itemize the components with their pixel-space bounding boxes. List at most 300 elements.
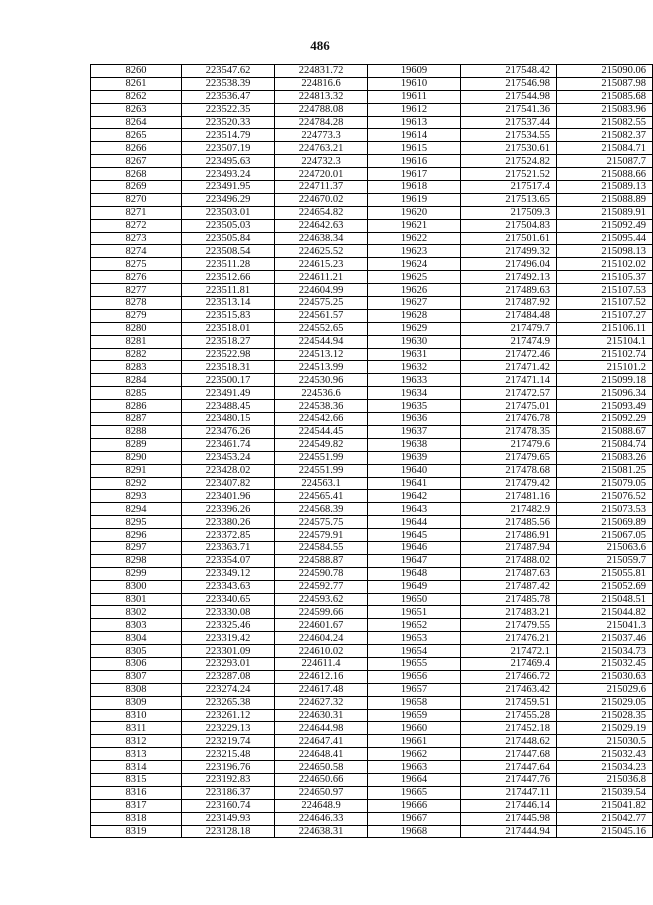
x-coordinate-left-cell: 223496.29 [182, 193, 275, 206]
x-coordinate-left-cell: 223293.01 [182, 657, 275, 670]
y-coordinate-left-cell: 224568.39 [275, 503, 368, 516]
y-coordinate-right-cell: 215090.06 [557, 65, 653, 78]
x-coordinate-left-cell: 223511.28 [182, 258, 275, 271]
y-coordinate-right-cell: 215055.81 [557, 567, 653, 580]
y-coordinate-right-cell: 215083.96 [557, 103, 653, 116]
point-number-right-cell: 19630 [368, 335, 461, 348]
y-coordinate-left-cell: 224604.24 [275, 632, 368, 645]
x-coordinate-left-cell: 223325.46 [182, 619, 275, 632]
table-row [91, 477, 653, 490]
x-coordinate-left-cell: 223428.02 [182, 464, 275, 477]
x-coordinate-right-cell: 217496.04 [461, 258, 557, 271]
point-number-right-cell: 19666 [368, 799, 461, 812]
y-coordinate-right-cell: 215034.73 [557, 645, 653, 658]
point-number-left-cell: 8295 [91, 516, 182, 529]
y-coordinate-left-cell: 224642.63 [275, 219, 368, 232]
x-coordinate-left-cell: 223261.12 [182, 709, 275, 722]
x-coordinate-left-cell: 223476.26 [182, 425, 275, 438]
x-coordinate-right-cell: 217455.28 [461, 709, 557, 722]
point-number-right-cell: 19635 [368, 400, 461, 413]
x-coordinate-right-cell: 217447.68 [461, 748, 557, 761]
y-coordinate-left-cell: 224625.52 [275, 245, 368, 258]
x-coordinate-left-cell: 223514.79 [182, 129, 275, 142]
point-number-right-cell: 19628 [368, 309, 461, 322]
y-coordinate-left-cell: 224654.82 [275, 206, 368, 219]
point-number-left-cell: 8266 [91, 142, 182, 155]
y-coordinate-left-cell: 224831.72 [275, 65, 368, 78]
point-number-left-cell: 8270 [91, 193, 182, 206]
y-coordinate-right-cell: 215037.46 [557, 632, 653, 645]
table-row [91, 490, 653, 503]
point-number-left-cell: 8261 [91, 77, 182, 90]
x-coordinate-left-cell: 223518.01 [182, 322, 275, 335]
y-coordinate-right-cell: 215089.13 [557, 181, 653, 194]
x-coordinate-right-cell: 217447.76 [461, 773, 557, 786]
y-coordinate-left-cell: 224549.82 [275, 438, 368, 451]
y-coordinate-right-cell: 215102.74 [557, 348, 653, 361]
point-number-left-cell: 8317 [91, 799, 182, 812]
x-coordinate-left-cell: 223287.08 [182, 670, 275, 683]
x-coordinate-left-cell: 223160.74 [182, 799, 275, 812]
table-row [91, 657, 653, 670]
point-number-right-cell: 19648 [368, 567, 461, 580]
point-number-right-cell: 19654 [368, 645, 461, 658]
x-coordinate-left-cell: 223522.35 [182, 103, 275, 116]
point-number-left-cell: 8267 [91, 155, 182, 168]
point-number-left-cell: 8281 [91, 335, 182, 348]
point-number-left-cell: 8279 [91, 309, 182, 322]
x-coordinate-left-cell: 223518.27 [182, 335, 275, 348]
point-number-left-cell: 8290 [91, 451, 182, 464]
x-coordinate-right-cell: 217452.18 [461, 722, 557, 735]
x-coordinate-right-cell: 217513.65 [461, 193, 557, 206]
table-row [91, 129, 653, 142]
x-coordinate-right-cell: 217544.98 [461, 90, 557, 103]
x-coordinate-right-cell: 217481.16 [461, 490, 557, 503]
y-coordinate-left-cell: 224575.25 [275, 297, 368, 310]
point-number-right-cell: 19667 [368, 812, 461, 825]
point-number-left-cell: 8310 [91, 709, 182, 722]
y-coordinate-right-cell: 215084.71 [557, 142, 653, 155]
point-number-left-cell: 8284 [91, 374, 182, 387]
y-coordinate-right-cell: 215105.37 [557, 271, 653, 284]
table-row [91, 593, 653, 606]
table-row [91, 709, 653, 722]
table-row [91, 670, 653, 683]
x-coordinate-right-cell: 217489.63 [461, 284, 557, 297]
y-coordinate-right-cell: 215107.53 [557, 284, 653, 297]
y-coordinate-left-cell: 224599.66 [275, 606, 368, 619]
x-coordinate-right-cell: 217488.02 [461, 554, 557, 567]
point-number-right-cell: 19633 [368, 374, 461, 387]
y-coordinate-left-cell: 224590.78 [275, 567, 368, 580]
point-number-right-cell: 19639 [368, 451, 461, 464]
point-number-right-cell: 19632 [368, 361, 461, 374]
point-number-left-cell: 8269 [91, 181, 182, 194]
x-coordinate-right-cell: 217478.35 [461, 425, 557, 438]
x-coordinate-left-cell: 223396.26 [182, 503, 275, 516]
x-coordinate-right-cell: 217472.1 [461, 645, 557, 658]
table-row [91, 322, 653, 335]
y-coordinate-left-cell: 224648.9 [275, 799, 368, 812]
x-coordinate-left-cell: 223491.49 [182, 387, 275, 400]
y-coordinate-right-cell: 215096.34 [557, 387, 653, 400]
x-coordinate-right-cell: 217479.7 [461, 322, 557, 335]
table-row [91, 606, 653, 619]
point-number-right-cell: 19647 [368, 554, 461, 567]
x-coordinate-right-cell: 217524.82 [461, 155, 557, 168]
table-row [91, 425, 653, 438]
x-coordinate-right-cell: 217483.21 [461, 606, 557, 619]
table-row [91, 799, 653, 812]
table-row [91, 516, 653, 529]
x-coordinate-left-cell: 223500.17 [182, 374, 275, 387]
y-coordinate-right-cell: 215082.37 [557, 129, 653, 142]
point-number-right-cell: 19642 [368, 490, 461, 503]
y-coordinate-right-cell: 215032.45 [557, 657, 653, 670]
point-number-left-cell: 8302 [91, 606, 182, 619]
point-number-right-cell: 19636 [368, 413, 461, 426]
y-coordinate-right-cell: 215028.35 [557, 709, 653, 722]
point-number-left-cell: 8262 [91, 90, 182, 103]
x-coordinate-right-cell: 217479.55 [461, 619, 557, 632]
point-number-left-cell: 8305 [91, 645, 182, 658]
point-number-right-cell: 19621 [368, 219, 461, 232]
y-coordinate-left-cell: 224561.57 [275, 309, 368, 322]
point-number-right-cell: 19612 [368, 103, 461, 116]
y-coordinate-left-cell: 224575.75 [275, 516, 368, 529]
x-coordinate-left-cell: 223547.62 [182, 65, 275, 78]
point-number-right-cell: 19625 [368, 271, 461, 284]
x-coordinate-left-cell: 223407.82 [182, 477, 275, 490]
point-number-right-cell: 19619 [368, 193, 461, 206]
point-number-right-cell: 19651 [368, 606, 461, 619]
y-coordinate-left-cell: 224650.66 [275, 773, 368, 786]
y-coordinate-right-cell: 215039.54 [557, 786, 653, 799]
x-coordinate-left-cell: 223453.24 [182, 451, 275, 464]
point-number-left-cell: 8263 [91, 103, 182, 116]
y-coordinate-right-cell: 215063.6 [557, 541, 653, 554]
y-coordinate-right-cell: 215029.6 [557, 683, 653, 696]
y-coordinate-left-cell: 224650.97 [275, 786, 368, 799]
y-coordinate-left-cell: 224563.1 [275, 477, 368, 490]
point-number-right-cell: 19616 [368, 155, 461, 168]
point-number-right-cell: 19663 [368, 761, 461, 774]
y-coordinate-right-cell: 215088.67 [557, 425, 653, 438]
y-coordinate-right-cell: 215106.11 [557, 322, 653, 335]
y-coordinate-left-cell: 224813.32 [275, 90, 368, 103]
x-coordinate-right-cell: 217445.98 [461, 812, 557, 825]
table-row [91, 374, 653, 387]
y-coordinate-right-cell: 215076.52 [557, 490, 653, 503]
table-row [91, 825, 653, 838]
point-number-left-cell: 8292 [91, 477, 182, 490]
x-coordinate-right-cell: 217509.3 [461, 206, 557, 219]
table-row [91, 722, 653, 735]
table-row [91, 413, 653, 426]
x-coordinate-right-cell: 217499.32 [461, 245, 557, 258]
point-number-left-cell: 8299 [91, 567, 182, 580]
x-coordinate-left-cell: 223536.47 [182, 90, 275, 103]
y-coordinate-left-cell: 224530.96 [275, 374, 368, 387]
table-row [91, 206, 653, 219]
y-coordinate-right-cell: 215044.82 [557, 606, 653, 619]
x-coordinate-right-cell: 217469.4 [461, 657, 557, 670]
table-row [91, 193, 653, 206]
y-coordinate-left-cell: 224513.99 [275, 361, 368, 374]
table-row [91, 786, 653, 799]
table-row [91, 387, 653, 400]
point-number-left-cell: 8283 [91, 361, 182, 374]
x-coordinate-right-cell: 217548.42 [461, 65, 557, 78]
table-row [91, 219, 653, 232]
point-number-left-cell: 8271 [91, 206, 182, 219]
point-number-left-cell: 8313 [91, 748, 182, 761]
y-coordinate-right-cell: 215034.23 [557, 761, 653, 774]
point-number-right-cell: 19659 [368, 709, 461, 722]
y-coordinate-left-cell: 224611.4 [275, 657, 368, 670]
point-number-right-cell: 19646 [368, 541, 461, 554]
point-number-left-cell: 8276 [91, 271, 182, 284]
x-coordinate-left-cell: 223349.12 [182, 567, 275, 580]
point-number-right-cell: 19623 [368, 245, 461, 258]
y-coordinate-left-cell: 224565.41 [275, 490, 368, 503]
x-coordinate-right-cell: 217476.78 [461, 413, 557, 426]
point-number-left-cell: 8311 [91, 722, 182, 735]
point-number-right-cell: 19615 [368, 142, 461, 155]
y-coordinate-right-cell: 215042.77 [557, 812, 653, 825]
point-number-left-cell: 8265 [91, 129, 182, 142]
table-row [91, 155, 653, 168]
x-coordinate-left-cell: 223343.63 [182, 580, 275, 593]
x-coordinate-right-cell: 217479.42 [461, 477, 557, 490]
x-coordinate-right-cell: 217476.21 [461, 632, 557, 645]
table-row [91, 232, 653, 245]
y-coordinate-right-cell: 215029.19 [557, 722, 653, 735]
y-coordinate-right-cell: 215107.52 [557, 297, 653, 310]
x-coordinate-left-cell: 223505.03 [182, 219, 275, 232]
table-row [91, 77, 653, 90]
point-number-left-cell: 8301 [91, 593, 182, 606]
x-coordinate-right-cell: 217487.92 [461, 297, 557, 310]
point-number-right-cell: 19664 [368, 773, 461, 786]
x-coordinate-right-cell: 217534.55 [461, 129, 557, 142]
x-coordinate-left-cell: 223128.18 [182, 825, 275, 838]
x-coordinate-left-cell: 223503.01 [182, 206, 275, 219]
point-number-right-cell: 19661 [368, 735, 461, 748]
point-number-right-cell: 19613 [368, 116, 461, 129]
x-coordinate-left-cell: 223491.95 [182, 181, 275, 194]
y-coordinate-left-cell: 224612.16 [275, 670, 368, 683]
point-number-right-cell: 19662 [368, 748, 461, 761]
x-coordinate-left-cell: 223401.96 [182, 490, 275, 503]
point-number-left-cell: 8287 [91, 413, 182, 426]
y-coordinate-right-cell: 215041.3 [557, 619, 653, 632]
table-row [91, 580, 653, 593]
x-coordinate-left-cell: 223515.83 [182, 309, 275, 322]
x-coordinate-left-cell: 223461.74 [182, 438, 275, 451]
table-row [91, 142, 653, 155]
y-coordinate-right-cell: 215085.68 [557, 90, 653, 103]
y-coordinate-right-cell: 215032.43 [557, 748, 653, 761]
point-number-right-cell: 19644 [368, 516, 461, 529]
x-coordinate-left-cell: 223511.81 [182, 284, 275, 297]
y-coordinate-left-cell: 224544.45 [275, 425, 368, 438]
point-number-left-cell: 8309 [91, 696, 182, 709]
point-number-left-cell: 8278 [91, 297, 182, 310]
y-coordinate-left-cell: 224627.32 [275, 696, 368, 709]
y-coordinate-left-cell: 224513.12 [275, 348, 368, 361]
point-number-left-cell: 8273 [91, 232, 182, 245]
table-row [91, 554, 653, 567]
y-coordinate-left-cell: 224542.66 [275, 413, 368, 426]
y-coordinate-right-cell: 215104.1 [557, 335, 653, 348]
y-coordinate-right-cell: 215088.89 [557, 193, 653, 206]
table-row [91, 103, 653, 116]
x-coordinate-left-cell: 223518.31 [182, 361, 275, 374]
table-row [91, 567, 653, 580]
x-coordinate-right-cell: 217472.46 [461, 348, 557, 361]
x-coordinate-left-cell: 223520.33 [182, 116, 275, 129]
x-coordinate-right-cell: 217546.98 [461, 77, 557, 90]
table-row [91, 541, 653, 554]
table-row [91, 181, 653, 194]
x-coordinate-left-cell: 223215.48 [182, 748, 275, 761]
table-row [91, 400, 653, 413]
x-coordinate-right-cell: 217485.78 [461, 593, 557, 606]
point-number-right-cell: 19631 [368, 348, 461, 361]
point-number-left-cell: 8275 [91, 258, 182, 271]
table-row [91, 529, 653, 542]
y-coordinate-left-cell: 224551.99 [275, 451, 368, 464]
point-number-right-cell: 19634 [368, 387, 461, 400]
point-number-left-cell: 8297 [91, 541, 182, 554]
x-coordinate-left-cell: 223508.54 [182, 245, 275, 258]
y-coordinate-right-cell: 215092.29 [557, 413, 653, 426]
y-coordinate-left-cell: 224647.41 [275, 735, 368, 748]
point-number-right-cell: 19610 [368, 77, 461, 90]
y-coordinate-right-cell: 215102.02 [557, 258, 653, 271]
x-coordinate-left-cell: 223196.76 [182, 761, 275, 774]
y-coordinate-right-cell: 215030.63 [557, 670, 653, 683]
point-number-left-cell: 8268 [91, 168, 182, 181]
x-coordinate-right-cell: 217447.64 [461, 761, 557, 774]
x-coordinate-left-cell: 223354.07 [182, 554, 275, 567]
y-coordinate-right-cell: 215067.05 [557, 529, 653, 542]
table-row [91, 348, 653, 361]
y-coordinate-left-cell: 224617.48 [275, 683, 368, 696]
x-coordinate-left-cell: 223340.65 [182, 593, 275, 606]
y-coordinate-left-cell: 224646.33 [275, 812, 368, 825]
coordinates-table [90, 64, 653, 838]
table-row [91, 284, 653, 297]
y-coordinate-left-cell: 224816.6 [275, 77, 368, 90]
y-coordinate-right-cell: 215069.89 [557, 516, 653, 529]
point-number-right-cell: 19645 [368, 529, 461, 542]
x-coordinate-right-cell: 217478.68 [461, 464, 557, 477]
table-row [91, 773, 653, 786]
x-coordinate-right-cell: 217479.65 [461, 451, 557, 464]
point-number-right-cell: 19640 [368, 464, 461, 477]
y-coordinate-right-cell: 215087.98 [557, 77, 653, 90]
point-number-left-cell: 8294 [91, 503, 182, 516]
x-coordinate-right-cell: 217471.42 [461, 361, 557, 374]
x-coordinate-right-cell: 217487.63 [461, 567, 557, 580]
x-coordinate-left-cell: 223522.98 [182, 348, 275, 361]
x-coordinate-left-cell: 223229.13 [182, 722, 275, 735]
x-coordinate-right-cell: 217530.61 [461, 142, 557, 155]
y-coordinate-right-cell: 215048.51 [557, 593, 653, 606]
y-coordinate-left-cell: 224552.65 [275, 322, 368, 335]
y-coordinate-left-cell: 224592.77 [275, 580, 368, 593]
table-row [91, 65, 653, 78]
y-coordinate-right-cell: 215041.82 [557, 799, 653, 812]
x-coordinate-left-cell: 223488.45 [182, 400, 275, 413]
point-number-left-cell: 8264 [91, 116, 182, 129]
table-row [91, 245, 653, 258]
point-number-right-cell: 19643 [368, 503, 461, 516]
table-row [91, 297, 653, 310]
point-number-left-cell: 8296 [91, 529, 182, 542]
y-coordinate-left-cell: 224763.21 [275, 142, 368, 155]
point-number-right-cell: 19665 [368, 786, 461, 799]
y-coordinate-left-cell: 224579.91 [275, 529, 368, 542]
y-coordinate-left-cell: 224615.23 [275, 258, 368, 271]
point-number-left-cell: 8282 [91, 348, 182, 361]
point-number-right-cell: 19652 [368, 619, 461, 632]
x-coordinate-left-cell: 223513.14 [182, 297, 275, 310]
table-row [91, 645, 653, 658]
y-coordinate-right-cell: 215030.5 [557, 735, 653, 748]
x-coordinate-right-cell: 217517.4 [461, 181, 557, 194]
point-number-left-cell: 8312 [91, 735, 182, 748]
table-row [91, 619, 653, 632]
point-number-right-cell: 19657 [368, 683, 461, 696]
y-coordinate-left-cell: 224630.31 [275, 709, 368, 722]
x-coordinate-left-cell: 223186.37 [182, 786, 275, 799]
y-coordinate-left-cell: 224720.01 [275, 168, 368, 181]
x-coordinate-right-cell: 217459.51 [461, 696, 557, 709]
x-coordinate-right-cell: 217482.9 [461, 503, 557, 516]
table-row [91, 116, 653, 129]
x-coordinate-left-cell: 223301.09 [182, 645, 275, 658]
table-row [91, 335, 653, 348]
y-coordinate-left-cell: 224732.3 [275, 155, 368, 168]
x-coordinate-right-cell: 217501.61 [461, 232, 557, 245]
y-coordinate-right-cell: 215101.2 [557, 361, 653, 374]
y-coordinate-left-cell: 224584.55 [275, 541, 368, 554]
table-row [91, 735, 653, 748]
point-number-left-cell: 8314 [91, 761, 182, 774]
point-number-left-cell: 8293 [91, 490, 182, 503]
y-coordinate-right-cell: 215036.8 [557, 773, 653, 786]
table-row [91, 683, 653, 696]
point-number-left-cell: 8286 [91, 400, 182, 413]
point-number-left-cell: 8274 [91, 245, 182, 258]
table-row [91, 258, 653, 271]
point-number-left-cell: 8304 [91, 632, 182, 645]
table-row [91, 309, 653, 322]
y-coordinate-right-cell: 215084.74 [557, 438, 653, 451]
y-coordinate-left-cell: 224551.99 [275, 464, 368, 477]
y-coordinate-right-cell: 215029.05 [557, 696, 653, 709]
y-coordinate-right-cell: 215107.27 [557, 309, 653, 322]
x-coordinate-left-cell: 223192.83 [182, 773, 275, 786]
point-number-right-cell: 19655 [368, 657, 461, 670]
table-row [91, 361, 653, 374]
x-coordinate-right-cell: 217541.36 [461, 103, 557, 116]
x-coordinate-left-cell: 223265.38 [182, 696, 275, 709]
